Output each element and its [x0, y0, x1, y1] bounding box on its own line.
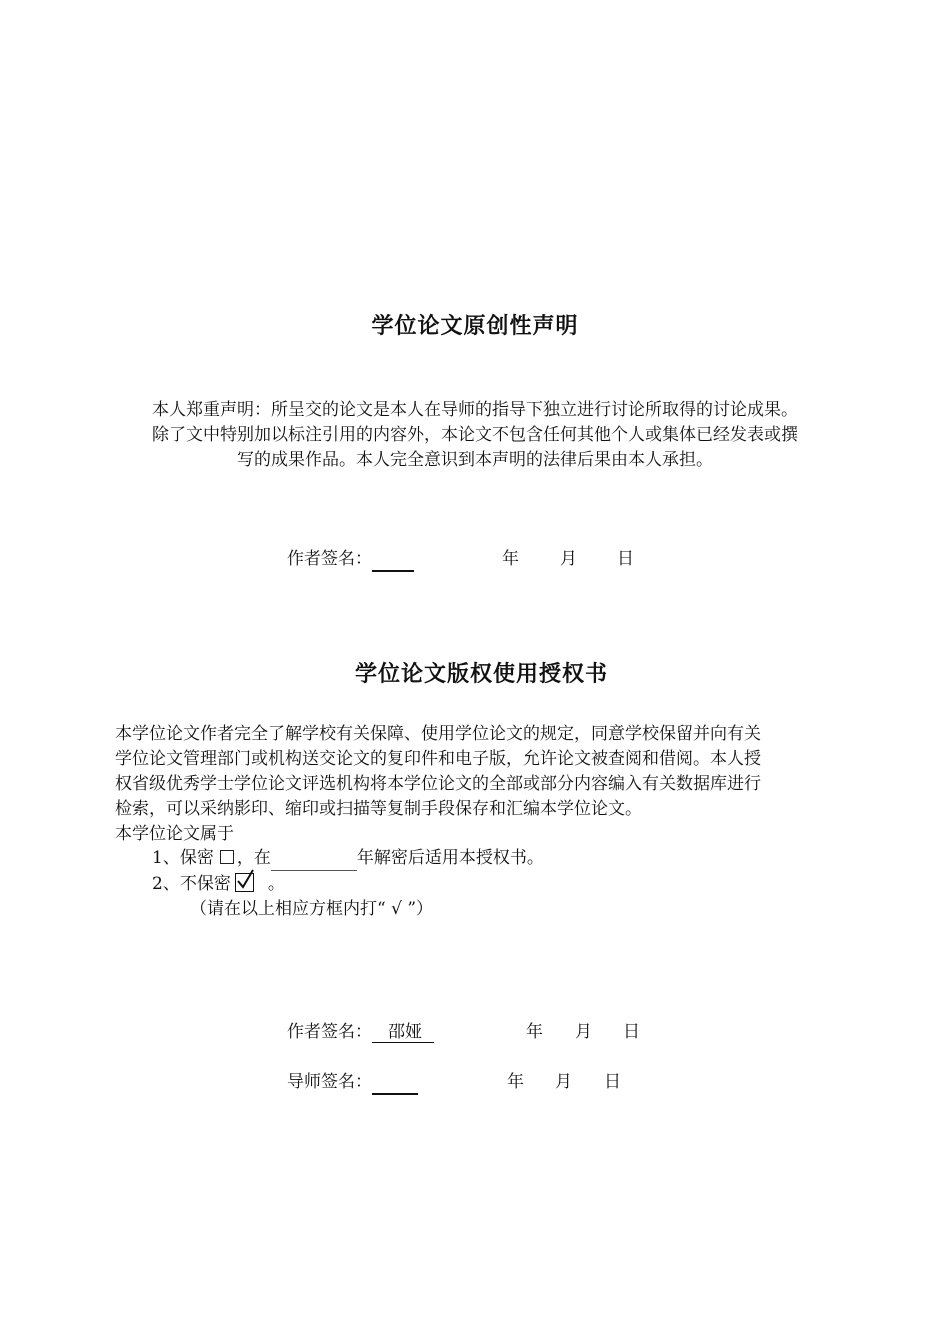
- option1-suffix: 年解密后适用本授权书。: [356, 848, 544, 868]
- confidential-checkbox[interactable]: [220, 850, 234, 864]
- author-sign-month: 月: [575, 1022, 592, 1042]
- declaration-line-1: 本人郑重声明：所呈交的论文是本人在导师的指导下独立进行讨论所取得的讨论成果。: [152, 400, 798, 420]
- authorization-paragraph: [115, 722, 761, 847]
- declaration-signature-row: [287, 547, 414, 572]
- decrypt-year-blank[interactable]: [271, 854, 357, 871]
- authorization-line-1: 本学位论文作者完全了解学校有关保障、使用学位论文的规定，同意学校保留并向有关: [115, 724, 761, 744]
- declaration-title: 学位论文原创性声明: [371, 314, 579, 339]
- declaration-line-3: 写的成果作品。本人完全意识到本声明的法律后果由本人承担。: [237, 450, 713, 470]
- declaration-month: 月: [560, 549, 577, 569]
- option1-prefix: 1、保密: [152, 848, 214, 868]
- option-confidential: [152, 846, 544, 871]
- belongs-label: 本学位论文属于: [115, 824, 234, 844]
- advisor-sign-month: 月: [555, 1072, 572, 1092]
- author-signature-line[interactable]: [372, 552, 414, 572]
- advisor-signature-line[interactable]: [372, 1075, 418, 1095]
- author-signature-row: [287, 1020, 434, 1045]
- advisor-signature-row: [287, 1070, 418, 1095]
- authorization-title: 学位论文版权使用授权书: [354, 662, 608, 687]
- option2-suffix: 。: [267, 874, 285, 894]
- authorization-line-3: 权省级优秀学士学位论文评选机构将本学位论文的全部或部分内容编入有关数据库进行: [115, 774, 761, 794]
- declaration-day: 日: [617, 549, 634, 569]
- option-not-confidential: [152, 872, 285, 897]
- authorization-line-4: 检索，可以采纳影印、缩印或扫描等复制手段保存和汇编本学位论文。: [115, 799, 642, 819]
- declaration-year: 年: [502, 549, 519, 569]
- author-signature-label-2: 作者签名：: [287, 1022, 372, 1042]
- advisor-sign-day: 日: [604, 1072, 621, 1092]
- advisor-sign-year: 年: [507, 1072, 524, 1092]
- checkbox-instruction-note: （请在以上相应方框内打“ √ ”）: [190, 899, 434, 919]
- declaration-line-2: 除了文中特别加以标注引用的内容外，本论文不包含任何其他个人或集体已经发表或撰: [152, 425, 798, 445]
- declaration-paragraph: [100, 398, 850, 473]
- author-sign-day: 日: [623, 1022, 640, 1042]
- checkmark-icon: [234, 868, 256, 890]
- author-sign-year: 年: [526, 1022, 543, 1042]
- advisor-signature-label: 导师签名：: [287, 1072, 372, 1092]
- author-signature-name[interactable]: 邵娅: [372, 1022, 434, 1043]
- option1-mid: ，在: [236, 848, 271, 868]
- author-signature-label: 作者签名：: [287, 549, 372, 569]
- not-confidential-checkbox[interactable]: [235, 873, 254, 892]
- option2-prefix: 2、不保密: [152, 874, 231, 894]
- authorization-line-2: 学位论文管理部门或机构送交论文的复印件和电子版，允许论文被查阅和借阅。本人授: [115, 749, 761, 769]
